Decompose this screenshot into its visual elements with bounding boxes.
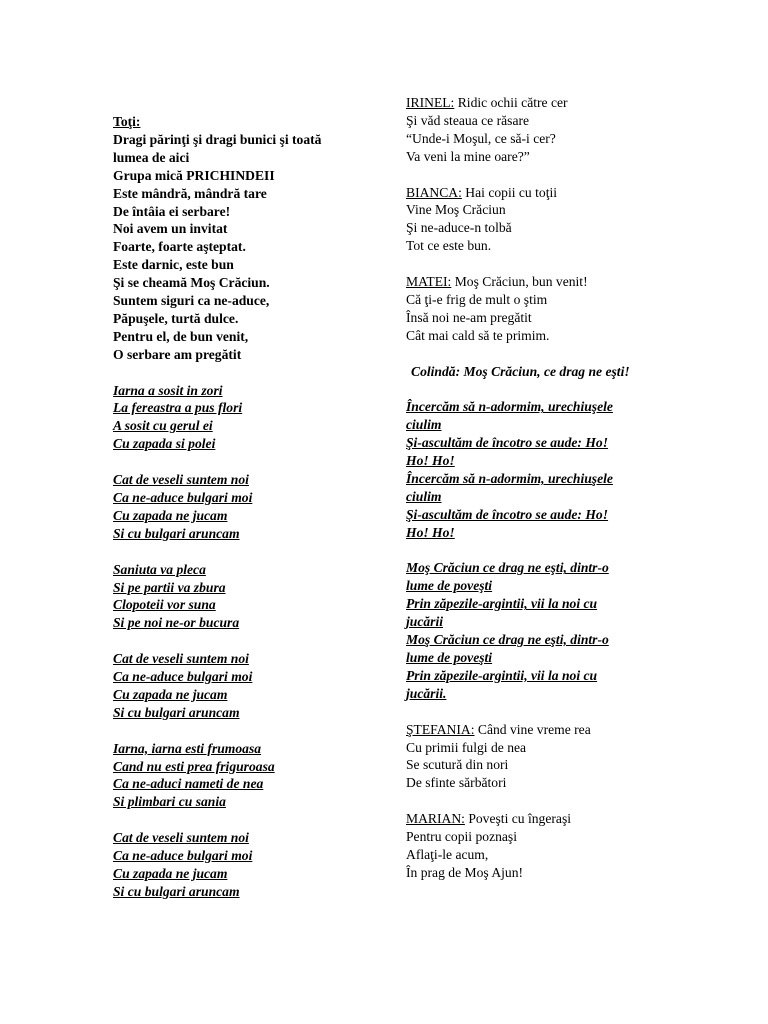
verse-line: Cu primii fulgi de nea (406, 739, 527, 755)
left-column (113, 113, 375, 901)
verse-line: Pentru copii poznaşi (406, 829, 517, 845)
carol-line: Prin zăpezile-argintii, vii la noi cu (406, 596, 598, 612)
carol-line: Şi-ascultăm de încotro se aude: Ho! (406, 506, 609, 522)
song-stanza-2 (113, 471, 375, 543)
song-line: Saniuta va pleca (113, 561, 206, 577)
carol-line: lume de poveşti (406, 578, 493, 594)
carol-verse-2 (406, 559, 668, 702)
verse-line: Că ţi-e frig de mult o ştim (406, 291, 548, 307)
song-line: Cu zapada ne jucam (113, 865, 228, 881)
marian-stanza (406, 810, 668, 882)
song-line: Iarna a sosit in zori (113, 382, 223, 398)
verse-line: Însă noi ne-am pregătit (406, 309, 532, 325)
song-line: Iarna, iarna esti frumoasa (113, 740, 262, 756)
carol-line: Moş Crăciun ce drag ne eşti, dintr-o (406, 560, 609, 576)
song-line: Ca ne-aduce bulgari moi (113, 848, 253, 864)
verse-line: Când vine vreme rea (474, 721, 591, 737)
verse-line: Poveşti cu îngeraşi (464, 811, 572, 827)
song-line: Ca ne-aduci nameti de nea (113, 776, 264, 792)
verse-line: Aflaţi-le acum, (406, 846, 489, 862)
carol-line: ciulim (406, 417, 442, 433)
carol-line: ciulim (406, 488, 442, 504)
intro-line: O serbare am pregătit (113, 346, 242, 362)
bianca-stanza (406, 184, 668, 256)
carol-line: Încercăm să n-adormim, urechiuşele (406, 470, 613, 486)
carol-line: Şi-ascultăm de încotro se aude: Ho! (406, 435, 609, 451)
intro-line: Suntem siguri ca ne-aduce, (113, 293, 270, 309)
song-line: Si cu bulgari aruncam (113, 883, 240, 899)
song-line: Si cu bulgari aruncam (113, 704, 240, 720)
intro-line: Dragi părinţi şi dragi bunici şi toată (113, 131, 322, 147)
song-line: La fereastra a pus flori (113, 400, 243, 416)
intro-line: Este darnic, este bun (113, 257, 234, 273)
verse-line: Tot ce este bun. (406, 238, 492, 254)
song-line: Cand nu esti prea friguroasa (113, 758, 275, 774)
song-stanza-3 (113, 561, 375, 633)
verse-line: “Unde-i Moşul, ce să-i cer? (406, 130, 556, 146)
verse-line: Moş Crăciun, bun venit! (451, 274, 588, 290)
song-line: Cu zapada ne jucam (113, 686, 228, 702)
song-line: Ca ne-aduce bulgari moi (113, 669, 253, 685)
speaker-marian: MARIAN: (406, 811, 465, 827)
song-stanza-5 (113, 740, 375, 812)
intro-line: Grupa mică PRICHINDEII (113, 167, 275, 183)
intro-line: De întâia ei serbare! (113, 203, 231, 219)
speaker-irinel: IRINEL: (406, 95, 455, 110)
song-stanza-4 (113, 650, 375, 722)
matei-stanza (406, 273, 668, 345)
right-column (406, 94, 668, 882)
verse-line: În prag de Moş Ajun! (406, 864, 524, 880)
song-line: Cat de veseli suntem noi (113, 651, 249, 667)
stefania-stanza (406, 721, 668, 793)
carol-title: Colindă: Moş Crăciun, ce drag ne eşti! (411, 363, 630, 379)
carol-line: Ho! Ho! (406, 524, 455, 540)
song-line: Si cu bulgari aruncam (113, 525, 240, 541)
song-line: Cu zapada ne jucam (113, 507, 228, 523)
speaker-matei: MATEI: (406, 274, 452, 290)
intro-line: Foarte, foarte aşteptat. (113, 239, 246, 255)
carol-line: Ho! Ho! (406, 453, 455, 469)
carol-line: Moş Crăciun ce drag ne eşti, dintr-o (406, 632, 609, 648)
song-line: A sosit cu gerul ei (113, 418, 213, 434)
intro-line: lumea de aici (113, 149, 190, 165)
song-line: Si pe noi ne-or bucura (113, 615, 240, 631)
intro-stanza (113, 131, 375, 364)
song-stanza-1 (113, 382, 375, 454)
irinel-stanza (406, 94, 668, 166)
carol-verse-1 (406, 398, 668, 541)
verse-line: Vine Moş Crăciun (406, 202, 506, 218)
song-line: Cu zapada si polei (113, 436, 216, 452)
verse-line: De sfinte sărbători (406, 775, 507, 791)
intro-line: Noi avem un invitat (113, 221, 228, 237)
verse-line: Va veni la mine oare?” (406, 148, 530, 164)
song-line: Cat de veseli suntem noi (113, 830, 249, 846)
verse-line: Cât mai cald să te primim. (406, 327, 550, 343)
verse-line: Şi ne-aduce-n tolbă (406, 220, 512, 236)
verse-line: Şi văd steaua ce răsare (406, 112, 530, 128)
verse-line: Ridic ochii către cer (454, 95, 568, 110)
intro-line: Pentru el, de bun venit, (113, 328, 249, 344)
intro-line: Şi se cheamă Moş Crăciun. (113, 275, 270, 291)
carol-line: Încercăm să n-adormim, urechiuşele (406, 399, 613, 415)
song-line: Ca ne-aduce bulgari moi (113, 490, 253, 505)
carol-line: lume de poveşti (406, 650, 493, 666)
carol-line: jucării (406, 614, 444, 630)
intro-line: Păpuşele, turtă dulce. (113, 310, 239, 326)
song-line: Si pe partii va zbura (113, 579, 226, 595)
verse-line: Hai copii cu toţii (461, 184, 558, 200)
carol-line: Prin zăpezile-argintii, vii la noi cu (406, 667, 598, 683)
song-line: Si plimbari cu sania (113, 794, 226, 810)
verse-line: Se scutură din nori (406, 757, 509, 773)
song-line: Cat de veseli suntem noi (113, 472, 249, 488)
speaker-stefania: ŞTEFANIA: (406, 721, 475, 737)
carol-line: jucării. (406, 685, 447, 701)
song-line: Clopoteii vor suna (113, 597, 216, 613)
speaker-bianca: BIANCA: (406, 184, 462, 200)
song-stanza-6 (113, 829, 375, 901)
intro-line: Este mândră, mândră tare (113, 185, 267, 201)
heading-toti: Toţi: (113, 114, 141, 129)
